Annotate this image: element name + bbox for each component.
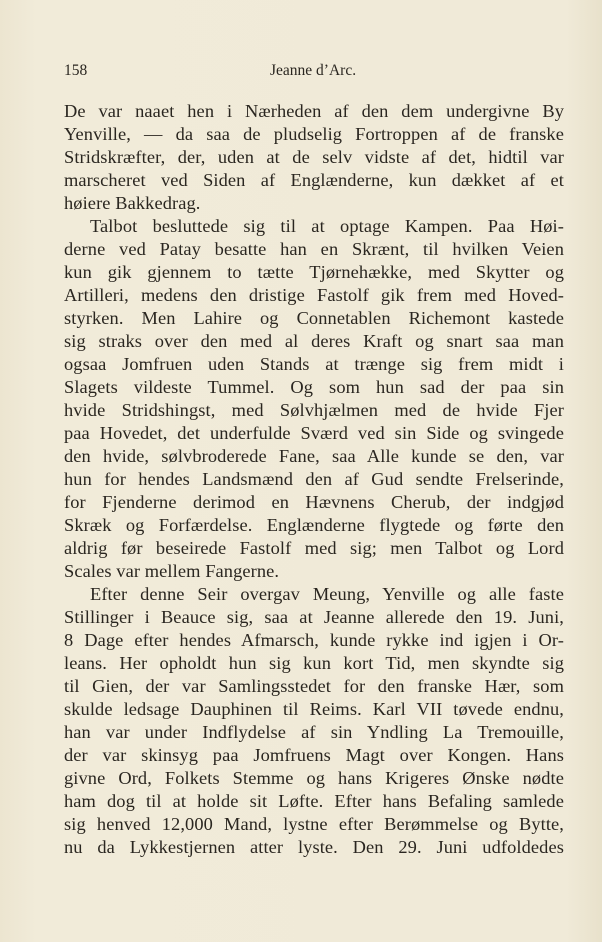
text-line: nu da Lykkestjernen atter lyste. Den 29. Juni udfoldedes bbox=[64, 837, 564, 857]
text-line: marscheret ved Siden af Englænderne, kun dækket af et bbox=[64, 170, 564, 190]
running-head: Jeanne d’Arc. bbox=[270, 62, 357, 79]
text-line: Skræk og Forfærdelse. Englænderne flygtede og førte den bbox=[64, 515, 564, 535]
text-line: der var skinsyg paa Jomfruens Magt over Kongen. Hans bbox=[64, 745, 564, 765]
text-line: Talbot besluttede sig til at optage Kampen. Paa Høi- bbox=[90, 216, 564, 236]
text-line: ham dog til at holde sit Løfte. Efter hans Befaling samlede bbox=[64, 791, 564, 811]
text-line: hvide Stridshingst, med Sølvhjælmen med de hvide Fjer bbox=[64, 400, 564, 420]
text-line: Slagets vildeste Tummel. Og som hun sad der paa sin bbox=[64, 377, 564, 397]
text-line: Scales var mellem Fangerne. bbox=[64, 561, 280, 581]
text-line: derne ved Patay besatte han en Skrænt, til hvilken Veien bbox=[64, 239, 564, 259]
text-line: ogsaa Jomfruen uden Stands at trænge sig frem midt i bbox=[64, 354, 564, 374]
page-number: 158 bbox=[64, 62, 88, 79]
body-text bbox=[64, 100, 564, 859]
text-line: sig henved 12,000 Mand, lystne efter Berømmelse og Bytte, bbox=[64, 814, 564, 834]
text-line: sig straks over den med al deres Kraft og snart saa man bbox=[64, 331, 564, 351]
page-header bbox=[64, 62, 564, 84]
text-line: leans. Her opholdt hun sig kun kort Tid, men skyndte sig bbox=[64, 653, 564, 673]
text-line: hun for hendes Landsmænd den af Gud sendte Frelserinde, bbox=[64, 469, 564, 489]
text-line: styrken. Men Lahire og Connetablen Richemont kastede bbox=[64, 308, 564, 328]
text-line: den hvide, sølvbroderede Fane, saa Alle kunde se den, var bbox=[64, 446, 564, 466]
text-line: skulde ledsage Dauphinen til Reims. Karl VII tøvede endnu, bbox=[64, 699, 564, 719]
text-line: De var naaet hen i Nærheden af den dem undergivne By bbox=[64, 101, 564, 121]
text-line: Efter denne Seir overgav Meung, Yenville og alle faste bbox=[90, 584, 564, 604]
text-line: han var under Indflydelse af sin Yndling La Tremouille, bbox=[64, 722, 564, 742]
text-line: kun gik gjennem to tætte Tjørnehække, med Skytter og bbox=[64, 262, 564, 282]
text-line: 8 Dage efter hendes Afmarsch, kunde rykke ind igjen i Or- bbox=[64, 630, 564, 650]
text-line: Yenville, — da saa de pludselig Fortroppen af de franske bbox=[64, 124, 564, 144]
text-line: givne Ord, Folkets Stemme og hans Krigeres Ønske nødte bbox=[64, 768, 564, 788]
text-line: Stridskræfter, der, uden at de selv vidste af det, hidtil var bbox=[64, 147, 564, 167]
text-line: Stillinger i Beauce sig, saa at Jeanne allerede den 19. Juni, bbox=[64, 607, 564, 627]
text-line: til Gien, der var Samlingsstedet for den franske Hær, som bbox=[64, 676, 564, 696]
text-line: aldrig før beseirede Fastolf med sig; men Talbot og Lord bbox=[64, 538, 564, 558]
text-line: Artilleri, medens den dristige Fastolf gik frem med Hoved- bbox=[64, 285, 564, 305]
text-line: paa Hovedet, det underfulde Sværd ved sin Side og svingede bbox=[64, 423, 564, 443]
text-line: for Fjenderne derimod en Hævnens Cherub, der indgjød bbox=[64, 492, 564, 512]
text-line: høiere Bakkedrag. bbox=[64, 193, 201, 213]
